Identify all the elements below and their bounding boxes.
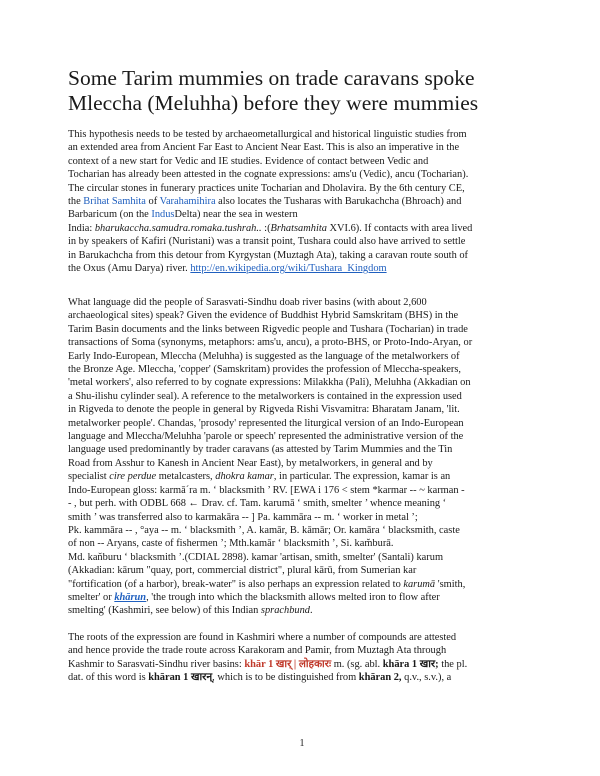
text-line: This hypothesis needs to be tested by archaeometallurgical and historical linguistic studies from — [68, 129, 467, 140]
italic-text: karumā — [403, 578, 436, 590]
page-title: Some Tarim mummies on trade caravans spoke Mleccha (Meluhha) before they were mummies — [68, 66, 479, 115]
text-line — [68, 604, 538, 617]
text-fragment: Delta) near the sea in western — [174, 209, 298, 221]
text-line — [68, 208, 538, 221]
text-fragment: :( — [261, 222, 271, 234]
text-fragment: m. (sg. abl. — [331, 658, 383, 670]
text-fragment: , which is to be distinguished from — [212, 672, 359, 684]
text-line: language and Mleccha/Meluhha 'parole or speech' represented the administrative version of the — [68, 431, 464, 443]
highlighted-term: khār 1 खार् | लोहकारः — [244, 658, 332, 670]
text-line: smith ’ was transferred also to karmakāra -- ] Pa. kammāra -- m. ‘ worker in metal ’; — [68, 511, 418, 523]
text-fragment: , 'the trough into which the blacksmith allows melted iron to flow after — [146, 591, 440, 603]
text-line: 'metal workers', also referred to by cognate expressions: Milakkha (Pali), Meluhha (Akkadian on — [68, 377, 471, 389]
text-line: (Akkadian: kārum "quay, port, commercial district", plural kārū, from Sumerian kar — [68, 565, 417, 577]
page-number: 1 — [299, 738, 305, 749]
text-fragment: , in particular. The expression, kamar is an — [273, 471, 451, 483]
text-line — [68, 591, 538, 604]
text-fragment: dat. of this word is — [68, 672, 149, 684]
link-kharun[interactable]: khārun — [114, 591, 147, 603]
text-line: The roots of the expression are found in Kashmiri where a number of compounds are attested — [68, 632, 457, 643]
text-line — [68, 222, 538, 235]
text-line: archaeological sites) speak? Given the evidence of Buddhist Hybrid Samskritam (BHS) in the — [68, 310, 459, 322]
text-fragment: the pl. — [438, 658, 468, 670]
text-line: transactions of Soma (synonyms, metaphors: ams'u, ancu), a proto-BHS, or Proto-Indo-Aryan, or — [68, 337, 473, 349]
text-line: Early Indo-European, Mleccha (Meluhha) is suggested as the language of the metalworkers of — [68, 350, 460, 362]
link-brihat-samhita[interactable]: Brihat Samhita — [83, 196, 146, 208]
text-line: the Bronze Age. Mleccha, 'copper' (Samskritam) provides the profession of Mleccha-speakers, — [68, 364, 461, 376]
text-line: Md. kan̆buru ‘ blacksmith ’.(CDIAL 2898). kamar 'artisan, smith, smelter' (Santali) karum — [68, 551, 444, 563]
paragraph-3 — [68, 631, 538, 685]
text-line: an extended area from Ancient Far East to Ancient Near East. This is also an imperative in the — [68, 142, 460, 154]
text-line — [68, 195, 538, 208]
text-line — [68, 671, 538, 684]
text-fragment: also locates the Tusharas with Barukachcha (Bhroach) and — [215, 196, 462, 208]
text-fragment: the — [68, 196, 84, 208]
text-line: in by speakers of Kafiri (Nuristani) was a transit point, Tushara could also have arrived to settle — [68, 236, 466, 248]
text-line: and hence provide the trade route across Karakoram and Pamir, from Muztagh Ata through — [68, 645, 447, 657]
text-fragment: the Oxus (Amu Darya) river. — [68, 263, 191, 275]
text-line — [68, 658, 538, 671]
bold-term: khāran 1 खारन् — [148, 672, 213, 684]
text-line: Indo-European gloss: karmā´ra m. ‘ blacksmith ’ RV. [EWA i 176 < stem *karmar -- ~ karman - — [68, 484, 465, 496]
text-line — [68, 262, 538, 275]
bold-term: khāra 1 खार; — [382, 658, 439, 670]
paragraph-1 — [68, 128, 538, 275]
text-fragment: . — [310, 605, 313, 617]
text-fragment: India: — [68, 222, 95, 234]
text-line: - , but perh. with ODBL 668 ← Drav. cf. Tam. karumā ‘ smith, smelter ’ whence meaning ‘ — [68, 498, 447, 510]
italic-text: dhokra kamar — [215, 471, 274, 483]
text-line: in Barukachcha from this detour from Kyrgystan (Muztagh Ata), taking a caravan route south of — [68, 249, 469, 261]
text-line: of non -- Aryans, caste of fishermen ’; Mth.kamār ‘ blacksmith ’, Si. kam̆burā. — [68, 538, 394, 550]
text-line: Pk. kammāra -- , °aya -- m. ‘ blacksmith ’, A. kamār, B. kāmār; Or. kamāra ‘ blacksmith, caste — [68, 524, 460, 536]
text-line: Road from Asshur to Kanesh in Ancient Near East), by metalworkers, in general and by — [68, 457, 433, 469]
text-fragment: smelting' (Kashmiri, see below) of this Indian — [68, 605, 261, 617]
text-fragment: XVI.6). If contacts with area lived — [326, 222, 473, 234]
text-line: What language did the people of Sarasvati-Sindhu doab river basins (with about 2,600 — [68, 297, 427, 308]
text-fragment: Barbaricum (on the — [68, 209, 152, 221]
link-varahamihira[interactable]: Varahamihira — [159, 196, 216, 208]
link-indus[interactable]: Indus — [151, 209, 175, 221]
text-fragment: "fortification (of a harbor), break-water" is also perhaps an expression related to — [68, 578, 404, 590]
text-fragment: smelter' or — [68, 591, 115, 603]
text-fragment: Kashmir to Sarasvati-Sindhu river basins: — [68, 658, 245, 670]
text-fragment: 'smith, — [435, 578, 466, 590]
bold-term: khāran 2, — [358, 672, 402, 684]
document-page — [68, 0, 536, 776]
link-tushara-kingdom-url[interactable]: http://en.wikipedia.org/wiki/Tushara_Kingdom — [190, 263, 387, 275]
italic-text: bharukaccha.samudra.romaka.tushrah.. — [94, 222, 262, 234]
text-line — [68, 578, 538, 591]
text-line: Tocharian has already been attested in the cognate expressions: ams'u (Vedic), ancu (Tocharian). — [68, 169, 469, 181]
text-line: The circular stones in funerary practices unite Tocharian and Dholavira. By the 6th century CE, — [68, 182, 465, 194]
text-fragment: of — [145, 196, 160, 208]
text-fragment: q.v., s.v.), a — [401, 672, 452, 684]
text-line — [68, 470, 538, 483]
text-line: Tarim Basin documents and the links between Rigvedic people and Tushara (Tocharian) in trade — [68, 323, 468, 335]
italic-text: Brhatsamhita — [270, 222, 327, 234]
italic-text: cire perdue — [109, 471, 157, 483]
text-line: metalworker people'. Chandas, 'prosody' represented the liturgical version of an Indo-European — [68, 417, 464, 429]
text-line: a Shu-ilishu cylinder seal). A reference to the metalworkers is contained in the expression used — [68, 390, 462, 402]
text-fragment: metalcasters, — [156, 471, 216, 483]
text-line: language used predominantly by trader caravans (as attested by Tarim Mummies and the Tin — [68, 444, 453, 456]
paragraph-2 — [68, 296, 538, 618]
text-line: context of a new start for Vedic and IE studies. Evidence of contact between Vedic and — [68, 155, 429, 167]
text-fragment: specialist — [68, 471, 110, 483]
italic-text: sprachbund — [260, 605, 310, 617]
text-line: in Rigveda to denote the people in general by Rigveda Rishi Visvamitra: Bharatam Janam, 'lit. — [68, 404, 460, 416]
